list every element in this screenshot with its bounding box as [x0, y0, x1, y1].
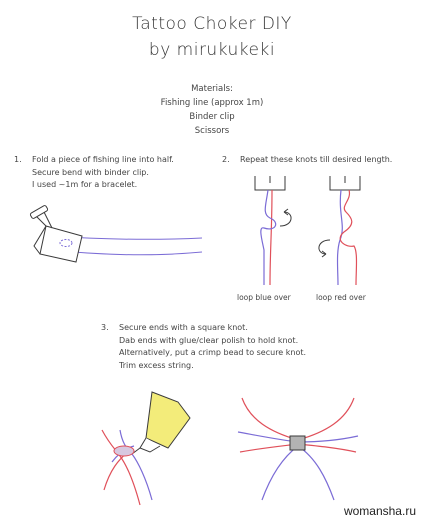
glue-bottle-icon	[132, 392, 190, 454]
step-line: Repeat these knots till desired length.	[240, 155, 393, 164]
step-line: Trim excess string.	[119, 360, 194, 370]
step-line: I used ~1m for a bracelet.	[32, 180, 138, 189]
step-number: 1.	[14, 155, 22, 164]
caption-loop-blue: loop blue over	[237, 293, 291, 302]
material-item: Fishing line (approx 1m)	[160, 98, 264, 108]
material-item: Scissors	[194, 126, 230, 136]
step-line: Secure ends with a square knot.	[119, 323, 248, 332]
step-number: 3.	[101, 323, 109, 332]
step-line: Dab ends with glue/clear polish to hold knot.	[119, 335, 299, 345]
material-item: Binder clip	[189, 112, 235, 122]
crimp-bead-icon	[290, 436, 305, 450]
page-title: Tattoo Choker DIY	[132, 14, 292, 34]
materials-heading: Materials:	[191, 84, 233, 94]
step-number: 2.	[222, 155, 230, 164]
step-line: Secure bend with binder clip.	[32, 167, 149, 177]
page-subtitle: by mirukukeki	[148, 40, 276, 60]
step-line: Fold a piece of fishing line into half.	[32, 155, 174, 164]
watermark: womansha.ru	[343, 504, 416, 518]
step-line: Alternatively, put a crimp bead to secure knot.	[119, 348, 307, 357]
caption-loop-red: loop red over	[316, 293, 366, 302]
